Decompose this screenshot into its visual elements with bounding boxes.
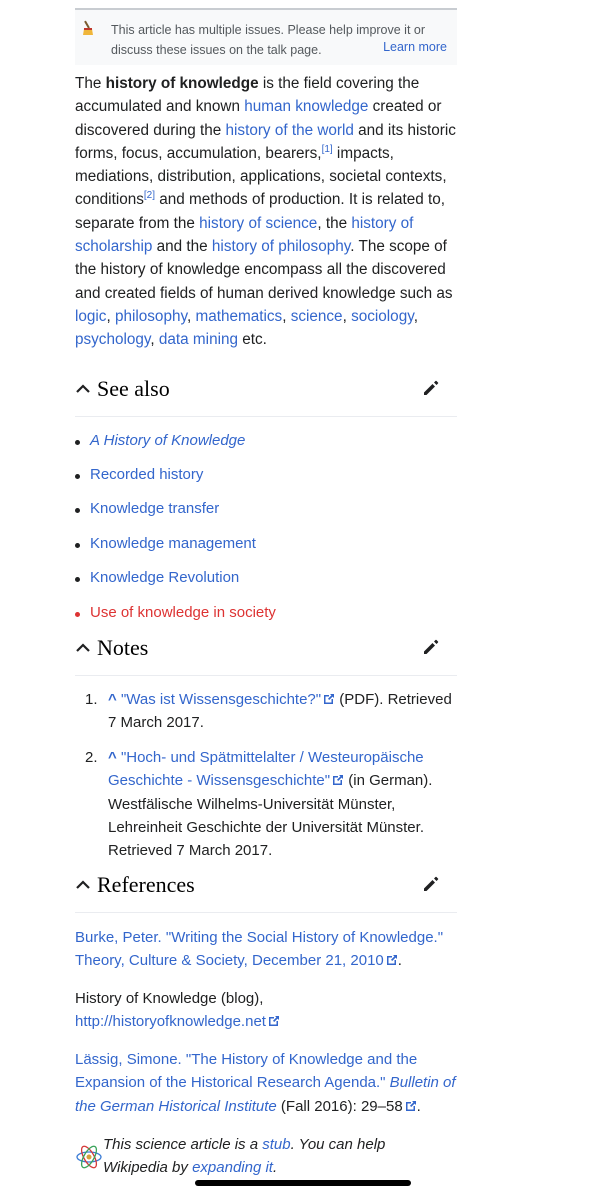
text: . bbox=[416, 1097, 421, 1115]
note-link[interactable]: "Was ist Wissensgeschichte?" bbox=[120, 691, 322, 708]
link-history-of-the-world[interactable]: history of the world bbox=[225, 121, 354, 139]
text: . You can help Wikipedia by bbox=[103, 1136, 386, 1177]
bold-term: history of knowledge bbox=[105, 75, 259, 92]
reference-item-1 bbox=[75, 926, 459, 973]
reference-link[interactable]: Lässig, Simone. "The History of Knowledge and the Expansion of the Historical Research Agenda." bbox=[75, 1051, 418, 1092]
link-human-knowledge[interactable]: human knowledge bbox=[244, 98, 369, 116]
section-header-see-also[interactable] bbox=[75, 368, 457, 417]
see-also-link[interactable]: A History of Knowledge bbox=[90, 432, 246, 449]
text: , the bbox=[317, 214, 352, 232]
text: The bbox=[75, 75, 106, 92]
bullet bbox=[75, 440, 80, 445]
text: . bbox=[397, 952, 402, 970]
stub-text bbox=[103, 1133, 453, 1180]
text: , bbox=[413, 307, 418, 325]
section-header-notes[interactable] bbox=[75, 627, 457, 676]
note-number: 1. bbox=[85, 691, 98, 708]
note-link[interactable]: "Hoch- und Spätmittelalter / Westeuropäische Geschichte - Wissensgeschichte" bbox=[108, 749, 424, 790]
pencil-edit-icon[interactable] bbox=[421, 874, 441, 894]
note-backlink[interactable]: ^ bbox=[108, 749, 117, 766]
external-link-icon bbox=[268, 1015, 280, 1027]
reference-item-2 bbox=[75, 987, 459, 1034]
link-psychology[interactable]: psychology bbox=[75, 331, 151, 349]
text: and methods of production. It is related to, separate from the bbox=[75, 191, 445, 232]
bullet bbox=[75, 543, 80, 548]
text: , bbox=[150, 331, 159, 349]
text: and its historic forms, focus, accumulation, bearers, bbox=[75, 121, 456, 162]
text: , bbox=[106, 307, 115, 325]
external-link-icon bbox=[323, 693, 335, 705]
link-data-mining[interactable]: data mining bbox=[158, 331, 238, 349]
link-logic[interactable]: logic bbox=[75, 307, 107, 325]
link-history-of-science[interactable]: history of science bbox=[199, 214, 318, 232]
text: This science article is a bbox=[103, 1136, 263, 1153]
text: . The scope of the history of knowledge encompass all the discovered and created fields of human derived knowledge such as bbox=[75, 238, 453, 302]
link-history-of-scholarship[interactable]: history of scholarship bbox=[75, 214, 414, 256]
bullet bbox=[75, 508, 80, 513]
chevron-up-icon[interactable] bbox=[75, 878, 91, 890]
see-also-link[interactable]: Recorded history bbox=[90, 466, 204, 483]
text: , bbox=[186, 307, 196, 325]
reference-link[interactable]: Burke, Peter. "Writing the Social History of Knowledge." Theory, Culture & Society, December 21, 2010 bbox=[75, 929, 444, 970]
section-title-see-also: See also bbox=[97, 376, 170, 401]
note-body bbox=[108, 746, 460, 862]
bullet bbox=[75, 612, 80, 617]
text: (in German). Westfälische Wilhelms-Universität Münster, Lehreinheit Geschichte der Universität Münster. Retrieved 7 March 2017. bbox=[108, 772, 433, 860]
text: , bbox=[282, 307, 291, 325]
pencil-edit-icon[interactable] bbox=[421, 637, 441, 657]
link-sociology[interactable]: sociology bbox=[351, 307, 414, 325]
chevron-up-icon[interactable] bbox=[75, 382, 91, 394]
bullet bbox=[75, 474, 80, 479]
atom-icon bbox=[75, 1141, 103, 1173]
text: (PDF). Retrieved 7 March 2017. bbox=[108, 691, 452, 732]
pencil-edit-icon[interactable] bbox=[421, 378, 441, 398]
text: , bbox=[342, 307, 352, 325]
text: . bbox=[272, 1159, 278, 1177]
text: is the field covering the accumulated and known bbox=[75, 75, 420, 116]
external-link-icon bbox=[332, 774, 344, 786]
ref-1-link[interactable]: [1] bbox=[321, 143, 333, 155]
ref-2-link[interactable]: [2] bbox=[143, 190, 156, 202]
external-link-icon bbox=[386, 954, 398, 966]
expanding-it-link[interactable]: expanding it bbox=[192, 1159, 273, 1177]
link-science[interactable]: science bbox=[290, 307, 343, 325]
reference-link[interactable]: http://historyofknowledge.net bbox=[75, 1013, 266, 1031]
text: created or discovered during the bbox=[75, 98, 442, 139]
see-also-link[interactable]: Knowledge management bbox=[90, 535, 256, 552]
reference-link-italic[interactable]: Bulletin of the German Historical Institute bbox=[75, 1074, 456, 1115]
section-title-notes: Notes bbox=[97, 635, 149, 660]
text: (Fall 2016): 29–58 bbox=[276, 1097, 403, 1115]
learn-more-link[interactable]: Learn more bbox=[383, 40, 447, 54]
note-number: 2. bbox=[85, 749, 98, 766]
issue-text: This article has multiple issues. Please help improve it or discuss these issues on the talk page. bbox=[111, 23, 426, 57]
broom-icon bbox=[81, 20, 97, 36]
link-philosophy[interactable]: philosophy bbox=[114, 307, 187, 325]
text: impacts, mediations, distribution, applications, societal contexts, conditions bbox=[75, 144, 447, 209]
link-mathematics[interactable]: mathematics bbox=[195, 307, 283, 325]
bullet bbox=[75, 577, 80, 582]
reference-item-3 bbox=[75, 1048, 459, 1118]
see-also-link[interactable]: Knowledge transfer bbox=[90, 500, 220, 517]
stub-link[interactable]: stub bbox=[262, 1136, 291, 1153]
section-title-references: References bbox=[97, 872, 195, 897]
text: and the bbox=[152, 238, 212, 256]
home-indicator[interactable] bbox=[195, 1180, 411, 1186]
text: etc. bbox=[238, 331, 267, 349]
note-body bbox=[108, 688, 460, 735]
see-also-redlink[interactable]: Use of knowledge in society bbox=[90, 604, 276, 621]
note-backlink[interactable]: ^ bbox=[108, 691, 117, 708]
issue-box[interactable] bbox=[75, 8, 457, 65]
lead-paragraph bbox=[75, 72, 459, 352]
section-header-references[interactable] bbox=[75, 864, 457, 913]
text: History of Knowledge (blog), bbox=[75, 990, 264, 1007]
external-link-icon[interactable] bbox=[405, 1100, 417, 1112]
see-also-link[interactable]: Knowledge Revolution bbox=[90, 569, 240, 586]
stub-notice bbox=[75, 1133, 457, 1181]
link-history-of-philosophy[interactable]: history of philosophy bbox=[211, 238, 351, 256]
chevron-up-icon[interactable] bbox=[75, 641, 91, 653]
